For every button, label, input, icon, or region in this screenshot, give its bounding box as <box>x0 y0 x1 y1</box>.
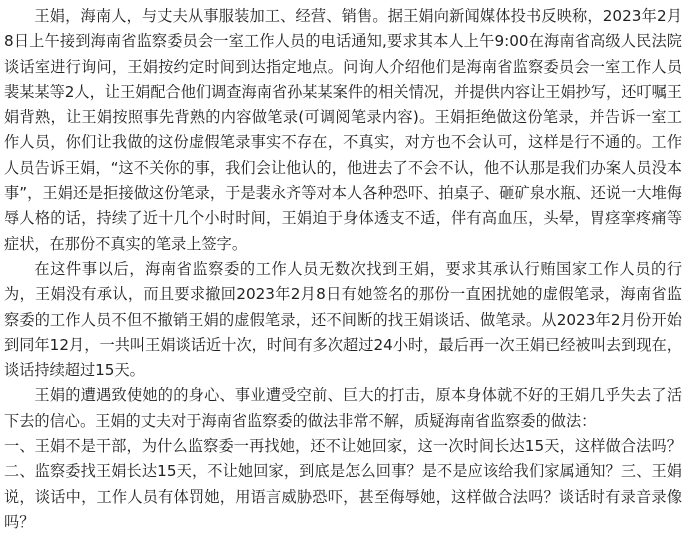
paragraph-2: 在这件事以后，海南省监察委的工作人员无数次找到王娟，要求其承认行贿国家工作人员的行为，王娟没有承认，而且要求撤回2023年2月8日有她签名的那份一直困扰她的虚假笔录，海南省监察委的工作人员不但不撤销王娟的虚假笔录，还不间断的找王娟谈话、做笔录。从2023年2月份开始到同年12月，一共叫王娟谈话近十次，时间有多次超过24小时，最后再一次王娟已经被叫去到现在，谈话持续超过15天。 <box>4 259 682 380</box>
paragraph-4: 一、王娟不是干部，为什么监察委一再找她，还不让她回家，这一次时间长达15天，这样做合法吗？二、监察委找王娟长达15天，不让她回家，到底是怎么回事？是不是应该给我们家属通知？三、王娟说，谈话中，工作人员有体罚她，用语言威胁恐吓，甚至侮辱她，这样做合法吗？谈话时有录音录像吗？ <box>4 437 682 531</box>
paragraph-1: 王娟，海南人，与丈夫从事服装加工、经营、销售。据王娟向新闻媒体投书反映称，2023年2月8日上午接到海南省监察委员会一室工作人员的电话通知,要求其本人上午9:00在海南省高级人民法院谈话室进行询问，王娟按约定时间到达指定地点。问询人介绍他们是海南省监察委员会一室工作人员裴某某等2人，让王娟配合他们调查海南省孙某某案件的相关情况，并提供内容让王娟抄写，还叮嘱王娟背熟，让王娟按照事先背熟的内容做笔录(可调阅笔录内容)。王娟拒绝做这份笔录，并告诉一室工作人员，你们让我做的这份虚假笔录事实不存在，不真实，对方也不会认可，这样是行不通的。工作人员告诉王娟，“这不关你的事，我们会让他认的，他进去了不会不认，他不认那是我们办案人员没本事”，王娟还是拒接做这份笔录，于是裴永齐等对本人各种恐吓、拍桌子、砸矿泉水瓶、还说一大堆侮辱人格的话，持续了近十几个小时时间，王娟迫于身体透支不适，伴有高血压，头晕，胃痉挛疼痛等症状，在那份不真实的笔录上签字。 <box>4 7 682 253</box>
paragraph-3: 王娟的遭遇致使她的的身心、事业遭受空前、巨大的打击，原本身体就不好的王娟几乎失去了活下去的信心。王娟的丈夫对于海南省监察委的做法非常不解，质疑海南省监察委的做法： <box>4 386 682 430</box>
